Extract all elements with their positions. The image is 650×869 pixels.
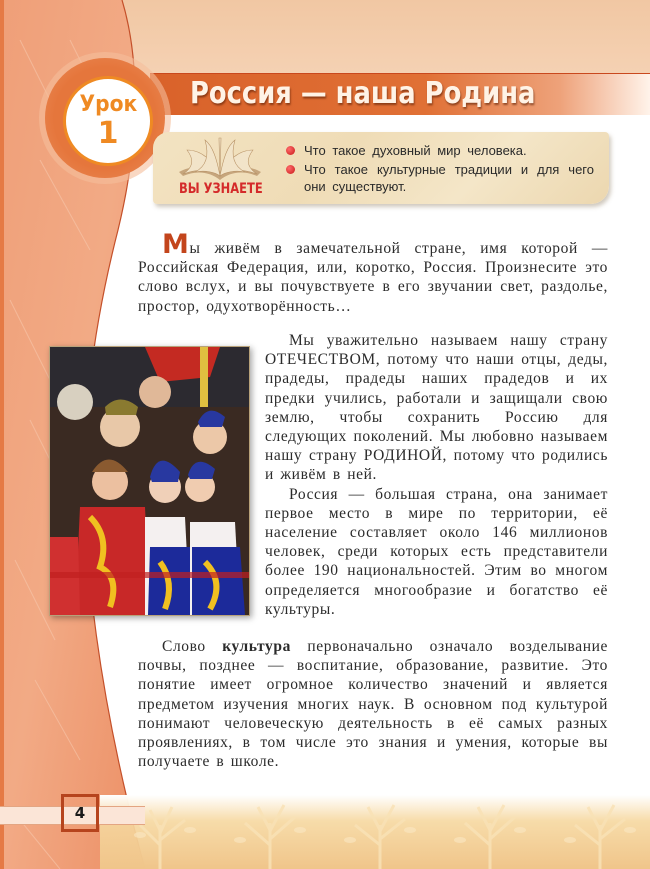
page-number: 4 bbox=[61, 794, 99, 832]
learn-item: Что такое культурные традиции и для чего они существуют. bbox=[286, 161, 594, 195]
folk-costume-photo bbox=[49, 346, 250, 616]
paragraph-culture: Слово культура первоначально означало возделывание почвы, позднее — воспитание, образование, развитие. Это понятие имеет огромное количество значений и является предметом изучения многих наук. В основном под культурой понимают человеческую деятельность в её самых разных проявлениях, в том числе это знания и умения, которые вы получаете в школе. bbox=[138, 638, 609, 771]
learn-item: Что такое духовный мир человека. bbox=[286, 142, 594, 159]
learn-box bbox=[153, 132, 609, 204]
lesson-badge bbox=[63, 76, 153, 166]
paragraph-russia-size: Россия — большая страна, она занимает первое место в мире по территории, её население составляет около 146 миллионов человек, среди которых есть представители более 190 национальностей. Этим во многом определяется многообразие и богатство её культуры. bbox=[265, 485, 608, 618]
page-title: Россия — наша Родина bbox=[190, 76, 536, 111]
learn-list bbox=[286, 142, 594, 197]
bullet-icon bbox=[286, 165, 295, 174]
paragraph-fatherland: Мы уважительно называем нашу страну ОТЕЧЕСТВОМ, потому что наши отцы, деды, прадеды, прадеды наших прадедов и их предки учились, работали и защищали свою землю, чтобы сохранить Россию для следующих поколений. Мы любовно называем нашу страну РОДИНОЙ, потому что родились и живём в ней. Россия — большая страна, она занимает первое место в мире по территории, её население составляет около 146 миллионов человек, среди которых есть представители более 190 национальностей. Этим во многом определяется многообразие и богатство её культуры. bbox=[265, 332, 608, 618]
term-culture: культура bbox=[222, 638, 291, 655]
open-book-icon bbox=[175, 136, 265, 187]
learn-label: ВЫ УЗНАЕТЕ bbox=[179, 181, 263, 197]
bottom-tree-decoration bbox=[100, 795, 650, 869]
lesson-word: Урок bbox=[79, 92, 137, 117]
lesson-number: 1 bbox=[97, 116, 119, 151]
bullet-icon bbox=[286, 146, 295, 155]
drop-cap: М bbox=[162, 229, 190, 260]
paragraph-intro: Мы живём в замечательной стране, имя которой — Российская Федерация, или, коротко, Россия. Произнесите это слово вслух, и вы почувствуете в его звучании свет, раздолье, простор, одухотворённость… bbox=[138, 229, 608, 315]
